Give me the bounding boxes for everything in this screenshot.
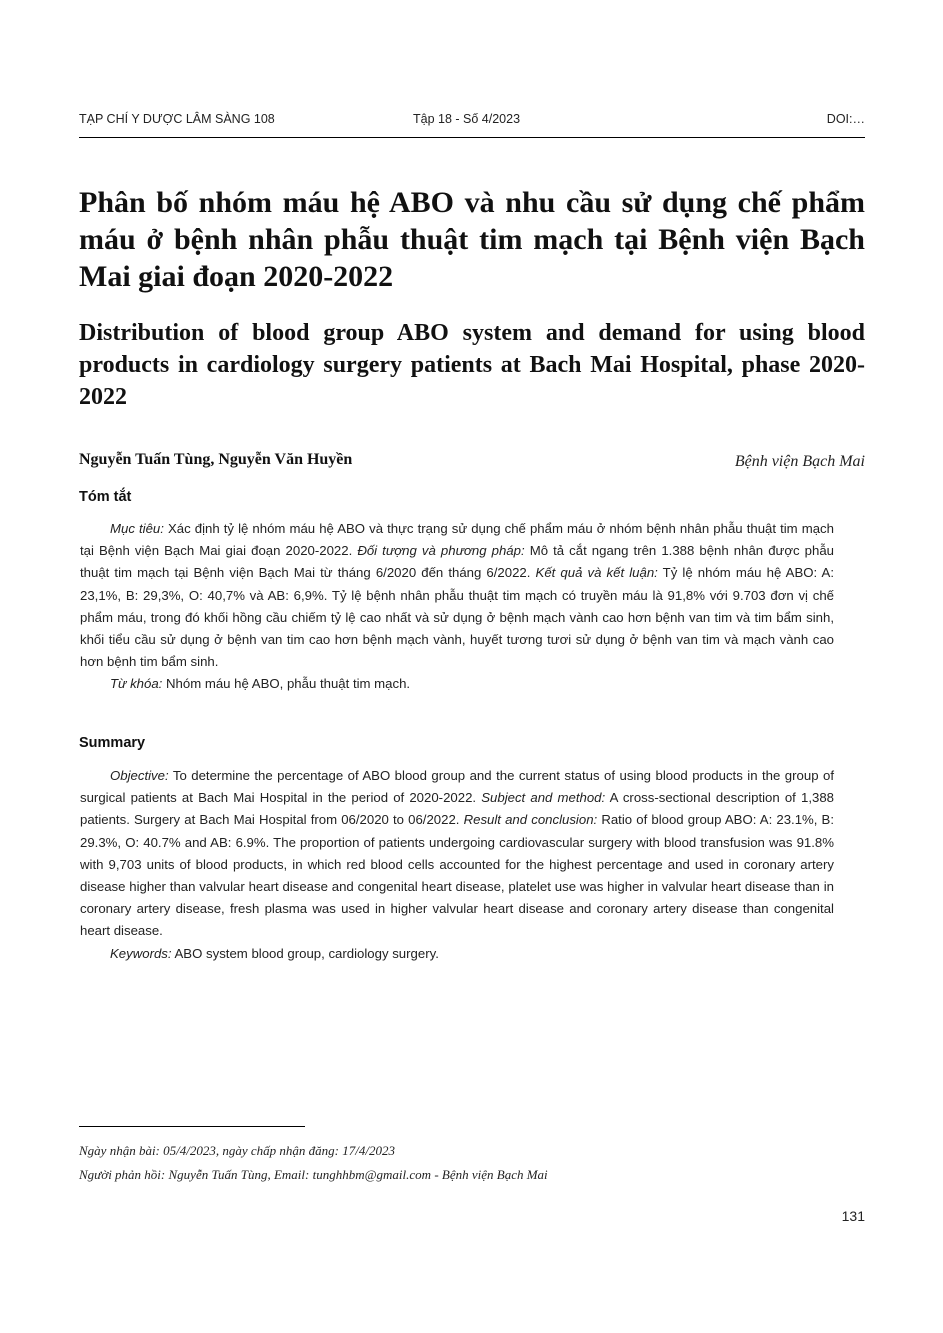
title-english: Distribution of blood group ABO system and demand for using blood products in cardiology surgery patients at Bach Mai Hospital, phase 2020-2022 <box>79 320 865 410</box>
result-label-en: Result and conclusion: <box>463 812 598 828</box>
objective-text: Xác định tỷ lệ nhóm máu hệ ABO và thực trạng sử dụng chế phẩm máu ở nhóm bệnh nhân phẫu thuật tim mạch tại Bệnh viện Bạch Mai giai đoạn 2020-2022. <box>80 521 834 559</box>
journal-name: TẠP CHÍ Y DƯỢC LÂM SÀNG 108 <box>79 112 275 126</box>
method-label: Đối tượng và phương pháp: <box>357 543 525 559</box>
objective-text-en: To determine the percentage of ABO blood group and the current status of using blood products in the group of surgical patients at Bach Mai Hospital in the period of 2020-2022. <box>80 768 834 806</box>
result-label: Kết quả và kết luận: <box>535 565 658 581</box>
keywords-label: Từ khóa: <box>110 676 163 692</box>
footnote-correspondence: Người phản hồi: Nguyễn Tuấn Tùng, Email: tunghhbm@gmail.com - Bệnh viện Bạch Mai <box>79 1167 548 1182</box>
summary-keywords <box>80 943 834 965</box>
keywords-label-en: Keywords: <box>110 945 172 961</box>
objective-label: Mục tiêu: <box>110 521 164 536</box>
footnote-received: Ngày nhận bài: 05/4/2023, ngày chấp nhận đăng: 17/4/2023 <box>79 1143 395 1158</box>
title-vietnamese: Phân bố nhóm máu hệ ABO và nhu cầu sử dụng chế phẩm máu ở bệnh nhân phẫu thuật tim mạch tại Bệnh viện Bạch Mai giai đoạn 2020-2022 <box>79 186 865 293</box>
method-text: Mô tả cắt ngang trên 1.388 bệnh nhân được phẫu thuật tim mạch tại Bệnh viện Bạch Mai từ tháng 6/2020 đến tháng 6/2022. <box>80 543 834 581</box>
tom-tat-heading: Tóm tắt <box>79 489 132 505</box>
method-text-en: A cross-sectional description of 1,388 patients. Surgery at Bach Mai Hospital from 06/2020 to 06/2022. <box>80 790 835 828</box>
doi: DOI:… <box>826 112 865 126</box>
keywords-text-en: ABO system blood group, cardiology surgery. <box>171 945 439 961</box>
objective-label-en: Objective: <box>110 768 169 783</box>
tom-tat-keywords <box>80 673 834 695</box>
footnote-rule <box>79 1126 305 1127</box>
running-header <box>79 112 865 130</box>
issue-number: Tập 18 - Số 4/2023 <box>413 112 521 126</box>
method-label-en: Subject and method: <box>481 790 606 806</box>
header-rule <box>79 137 865 138</box>
summary-heading: Summary <box>79 735 146 751</box>
affiliation: Bệnh viện Bạch Mai <box>734 453 865 470</box>
keywords-text: Nhóm máu hệ ABO, phẫu thuật tim mạch. <box>162 676 411 692</box>
result-text: Tỷ lệ nhóm máu hệ ABO: A: 23,1%, B: 29,3%, O: 40,7% và AB: 6,9%. Tỷ lệ bệnh nhân phẫu thuật tim mạch có truyền máu là 91,8% với 9.703 đơn vị chế phẩm máu, trong đó khối hồng cầu chiếm tỷ lệ cao nhất và sử dụng ở bệnh mạch vành cao hơn bệnh van tim và tim bẩm sinh, khối tiểu cầu sử dụng ở bệnh van tim cao hơn bệnh mạch vành, huyết tương tươi sử dụng ở bệnh van tim và mạch vành cao hơn bệnh tim bẩm sinh. <box>80 565 834 670</box>
authors: Nguyễn Tuấn Tùng, Nguyễn Văn Huyền <box>79 451 353 468</box>
result-text-en: Ratio of blood group ABO: A: 23.1%, B: 29.3%, O: 40.7% and AB: 6.9%. The proportion of patients undergoing cardiovascular surgery with blood transfusion was 91.8% with 9,703 units of blood products, in which red blood cells accounted for the highest percentage and used in coronary artery disease higher than valvular heart disease and congenital heart disease, platelet use was higher in valvular heart disease than in coronary artery disease, fresh plasma was used in higher valvular heart disease and coronary artery disease than congenital heart disease. <box>80 812 835 939</box>
page-number: 131 <box>841 1208 865 1224</box>
tom-tat-body <box>80 518 834 696</box>
summary-paragraph <box>80 765 834 943</box>
tom-tat-paragraph <box>80 518 834 673</box>
summary-body <box>80 765 835 965</box>
